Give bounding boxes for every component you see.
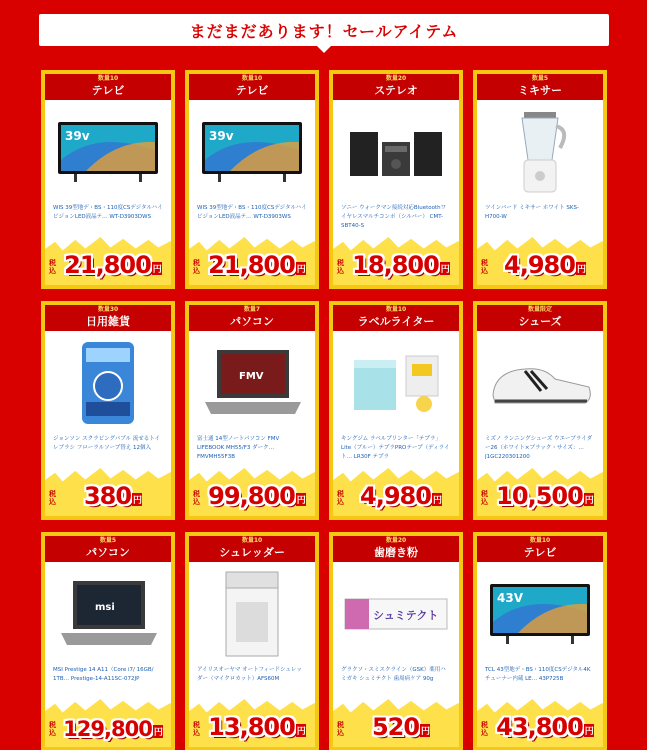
tv-icon[interactable]: [195, 106, 309, 198]
card-body: [189, 536, 315, 747]
card-header: [333, 74, 459, 100]
product-card[interactable]: [329, 70, 463, 289]
card-body: [477, 536, 603, 747]
product-card[interactable]: [185, 532, 319, 750]
card-header: [333, 305, 459, 331]
shredder-icon[interactable]: [195, 568, 309, 660]
price-value: 18,800: [352, 251, 439, 279]
svg-text:msi: msi: [95, 602, 115, 613]
card-header: [45, 305, 171, 331]
tax-included-label: 税込: [481, 259, 488, 275]
price: [347, 482, 455, 510]
tax-included-label: 税込: [49, 259, 56, 275]
tax-included-label: 税込: [337, 259, 344, 275]
card-body: [189, 305, 315, 516]
product-description-link[interactable]: キングジム ラベルプリンター「テプラ」Lite（ブルー）テプラPROテープ（ディライト… LR30F テプラ: [341, 436, 450, 460]
card-body: [333, 305, 459, 516]
card-body: [45, 536, 171, 747]
price: [491, 251, 599, 279]
product-card[interactable]: [41, 301, 175, 520]
price: [203, 482, 311, 510]
yen-label: 円: [584, 724, 594, 737]
price: [347, 713, 455, 741]
stock-quantity: 数量10: [529, 537, 551, 544]
product-description-link[interactable]: ソニー ウォークマン接続対応Bluetoothワイヤレスマルチコンポ（シルバー） CMT-SBT40-S: [341, 205, 447, 229]
price-value: 129,800: [63, 717, 152, 741]
price: [59, 482, 167, 510]
category-label: シューズ: [518, 315, 562, 328]
category-label: テレビ: [91, 84, 125, 97]
stereo-icon[interactable]: [339, 106, 453, 198]
product-description-link[interactable]: MSI Prestige 14 A11（Core i7/ 16GB/ 1TB… Prestige-14-A11SC-072JP: [53, 667, 154, 682]
product-card[interactable]: [329, 301, 463, 520]
tax-included-label: 税込: [337, 721, 344, 737]
price-value: 21,800: [208, 251, 295, 279]
category-label: ミキサー: [518, 84, 562, 97]
tax-included-label: 税込: [193, 259, 200, 275]
tax-included-label: 税込: [193, 490, 200, 506]
category-label: 歯磨き粉: [374, 546, 418, 559]
price-value: 99,800: [208, 482, 295, 510]
card-header: [333, 536, 459, 562]
product-description-link[interactable]: ミズノ ランニングシューズ ウエーブライダー26（ホワイト×ブラック・サイズ：… J1GC220301200: [485, 436, 593, 460]
price-value: 10,500: [496, 482, 583, 510]
price: [491, 713, 599, 741]
price-value: 43,800: [496, 713, 583, 741]
yen-label: 円: [152, 262, 162, 275]
stock-quantity: 数量10: [241, 537, 263, 544]
tax-included-label: 税込: [49, 490, 56, 506]
tax-included-label: 税込: [49, 721, 56, 737]
product-description-link[interactable]: ジョンソン スクラビングバブル 流せるトイレブラシ フローラルソープ替え 12個入: [53, 436, 160, 451]
category-label: テレビ: [523, 546, 557, 559]
sale-item-grid: [41, 70, 611, 750]
stock-quantity: 数量30: [97, 306, 119, 313]
section-banner: [39, 14, 609, 46]
product-description-link[interactable]: WIS 39型地デ・BS・110度CSデジタルハイビジョンLED液晶テ… WT-D3903DWS: [53, 205, 163, 220]
product-card[interactable]: [185, 70, 319, 289]
svg-text:FMV: FMV: [239, 371, 264, 382]
product-card[interactable]: [41, 70, 175, 289]
yen-label: 円: [584, 493, 594, 506]
product-card[interactable]: [329, 532, 463, 750]
stock-quantity: 数量10: [97, 75, 119, 82]
price: [203, 713, 311, 741]
category-label: ステレオ: [374, 84, 418, 97]
price: [59, 717, 167, 741]
product-card[interactable]: [41, 532, 175, 750]
stock-quantity: 数量5: [99, 537, 117, 544]
card-body: [333, 74, 459, 285]
card-header: [189, 305, 315, 331]
stock-quantity: 数量20: [385, 75, 407, 82]
category-label: テレビ: [235, 84, 269, 97]
card-body: [477, 305, 603, 516]
stock-quantity: 数量10: [385, 306, 407, 313]
card-body: [45, 305, 171, 516]
card-body: [477, 74, 603, 285]
price: [347, 251, 455, 279]
card-header: [45, 536, 171, 562]
yen-label: 円: [153, 725, 163, 738]
product-card[interactable]: [473, 532, 607, 750]
svg-text:43V: 43V: [497, 591, 523, 605]
banner-title: まだまだあります！セールアイテム: [189, 21, 459, 41]
toilet-brush-icon[interactable]: [51, 337, 165, 429]
category-label: ラベルライター: [357, 315, 435, 328]
yen-label: 円: [296, 262, 306, 275]
price: [491, 482, 599, 510]
card-body: [45, 74, 171, 285]
tax-included-label: 税込: [193, 721, 200, 737]
tax-included-label: 税込: [481, 721, 488, 737]
price-value: 21,800: [64, 251, 151, 279]
price-value: 4,980: [504, 251, 575, 279]
shoe-icon[interactable]: [483, 337, 597, 429]
category-label: パソコン: [86, 546, 130, 559]
card-header: [45, 74, 171, 100]
card-header: [189, 74, 315, 100]
product-description-link[interactable]: ツインバード ミキサー ホワイト SKS-H700-W: [485, 205, 579, 220]
laptop-icon[interactable]: [195, 337, 309, 429]
category-label: パソコン: [230, 315, 274, 328]
label-writer-icon[interactable]: [339, 337, 453, 429]
svg-text:39v: 39v: [209, 129, 234, 143]
product-description-link[interactable]: TCL 43型地デ・BS・110度CSデジタル4Kチューナー内蔵 LE… 43P725B: [485, 667, 591, 682]
stock-quantity: 数量10: [241, 75, 263, 82]
product-description-link[interactable]: グラクソ・スミスクライン（GSK）薬用ハミガキ シュミテクト 歯周病ケア 90g: [341, 667, 446, 682]
tv-icon[interactable]: [483, 568, 597, 660]
card-header: [477, 536, 603, 562]
product-description-link[interactable]: アイリスオーヤマ オートフィードシュレッダー（マイクロカット）AFS60M: [197, 667, 302, 682]
laptop-icon[interactable]: [51, 568, 165, 660]
product-card[interactable]: [473, 301, 607, 520]
toothpaste-icon[interactable]: [339, 568, 453, 660]
product-description-link[interactable]: WIS 39型地デ・BS・110度CSデジタルハイビジョンLED液晶テ… WT-D3903WS: [197, 205, 307, 220]
stock-quantity: 数量20: [385, 537, 407, 544]
yen-label: 円: [132, 493, 142, 506]
tv-icon[interactable]: [51, 106, 165, 198]
price: [203, 251, 311, 279]
yen-label: 円: [296, 493, 306, 506]
stock-quantity: 数量限定: [527, 306, 552, 313]
card-body: [333, 536, 459, 747]
price: [59, 251, 167, 279]
card-header: [477, 305, 603, 331]
product-card[interactable]: [473, 70, 607, 289]
stock-quantity: 数量5: [531, 75, 549, 82]
product-card[interactable]: [185, 301, 319, 520]
price-value: 380: [83, 482, 132, 510]
svg-text:シュミテクト: シュミテクト: [373, 609, 439, 622]
card-header: [477, 74, 603, 100]
product-description-link[interactable]: 富士通 14型ノートパソコン FMV LIFEBOOK MH55/F3 ダーク… FMVMH55F3B: [197, 436, 280, 460]
yen-label: 円: [440, 262, 450, 275]
svg-text:39v: 39v: [65, 129, 90, 143]
category-label: シュレッダー: [219, 546, 285, 559]
price-value: 520: [371, 713, 420, 741]
price-value: 13,800: [208, 713, 295, 741]
yen-label: 円: [296, 724, 306, 737]
yen-label: 円: [576, 262, 586, 275]
category-label: 日用雑貨: [86, 315, 130, 328]
stock-quantity: 数量7: [243, 306, 261, 313]
tax-included-label: 税込: [337, 490, 344, 506]
price-value: 4,980: [360, 482, 431, 510]
card-body: [189, 74, 315, 285]
yen-label: 円: [420, 724, 430, 737]
tax-included-label: 税込: [481, 490, 488, 506]
card-header: [189, 536, 315, 562]
mixer-icon[interactable]: [483, 106, 597, 198]
yen-label: 円: [432, 493, 442, 506]
